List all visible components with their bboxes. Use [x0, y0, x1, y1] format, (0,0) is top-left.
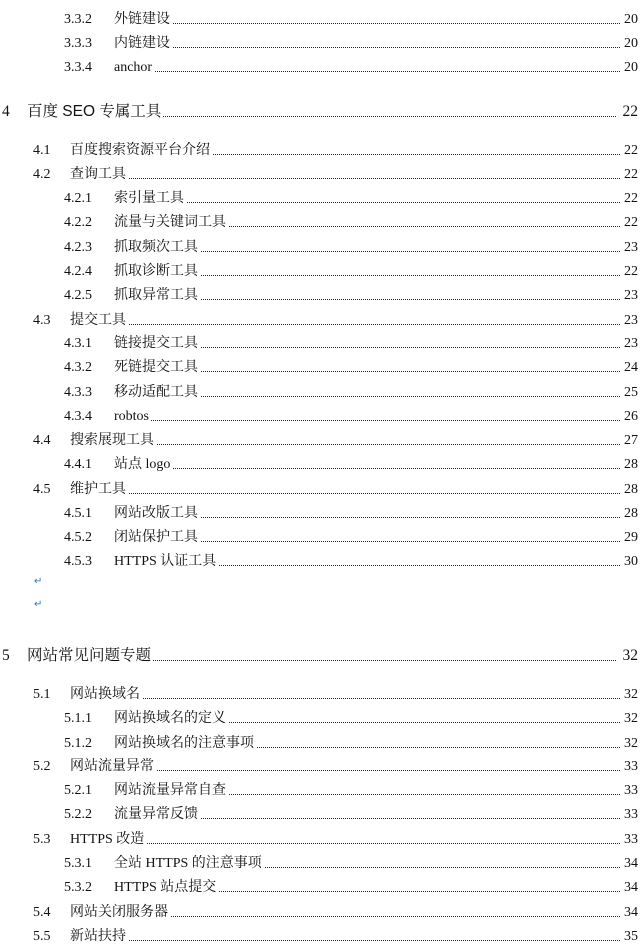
toc-page-number: 23: [624, 240, 638, 255]
toc-number: 4.2.1: [64, 191, 92, 206]
toc-page-number: 32: [624, 736, 638, 751]
toc-number: 4.4: [33, 433, 51, 448]
toc-number: 3.3.2: [64, 12, 92, 27]
toc-page-number: 23: [624, 313, 638, 328]
toc-title: HTTPS 认证工具: [114, 550, 218, 570]
toc-page-number: 34: [624, 880, 638, 895]
toc-page-number: 30: [624, 554, 638, 569]
toc-number: 5.3.2: [64, 880, 92, 895]
toc-title: HTTPS 站点提交: [114, 876, 218, 896]
toc-number: 4.1: [33, 143, 51, 158]
toc-number: 5.2: [33, 759, 51, 774]
toc-title: 全站 HTTPS 的注意事项: [114, 852, 264, 872]
toc-page-number: 33: [624, 759, 638, 774]
toc-entry[interactable]: [0, 381, 640, 401]
leader-dots: [114, 202, 620, 203]
toc-page-number: 29: [624, 530, 638, 545]
leader-dots: [114, 468, 620, 469]
toc-page-number: 22: [622, 103, 638, 120]
toc-page-number: 20: [624, 36, 638, 51]
toc-entry[interactable]: [0, 502, 640, 522]
toc-title: 网站换域名: [70, 683, 142, 703]
toc-title: 提交工具: [70, 309, 128, 329]
toc-page-number: 26: [624, 409, 638, 424]
toc-number: 4.3: [33, 313, 51, 328]
toc-title: 抓取异常工具: [114, 284, 200, 304]
toc-page-number: 28: [624, 506, 638, 521]
toc-entry[interactable]: [0, 187, 640, 207]
paragraph-mark-icon: ↵: [34, 576, 43, 587]
toc-number: 4.5.2: [64, 530, 92, 545]
toc-entry[interactable]: [0, 478, 640, 498]
toc-number: 4.3.3: [64, 385, 92, 400]
toc-entry[interactable]: [0, 550, 640, 570]
toc-entry[interactable]: [0, 405, 640, 425]
leader-dots: [70, 493, 620, 494]
toc-entry[interactable]: [0, 163, 640, 183]
toc-entry[interactable]: [0, 429, 640, 449]
paragraph-mark-icon: ↵: [34, 599, 43, 610]
toc-number: 5.2.2: [64, 807, 92, 822]
toc-page-number: 22: [624, 191, 638, 206]
toc-number: 4.2.2: [64, 215, 92, 230]
toc-number: 5.1.1: [64, 711, 92, 726]
toc-title: 网站常见问题专题: [27, 643, 153, 665]
toc-title: 索引量工具: [114, 187, 186, 207]
toc-number: 5.1.2: [64, 736, 92, 751]
toc-entry[interactable]: [0, 236, 640, 256]
toc-number: 4.3.2: [64, 360, 92, 375]
toc-page-number: 22: [624, 167, 638, 182]
toc-page-number: 32: [622, 647, 638, 664]
toc-number: 4.2.5: [64, 288, 92, 303]
toc-entry[interactable]: [0, 309, 640, 329]
toc-number: 4.4.1: [64, 457, 92, 472]
toc-page-number: 20: [624, 60, 638, 75]
toc-page-number: 27: [624, 433, 638, 448]
toc-page-number: 23: [624, 288, 638, 303]
toc-page-number: 28: [624, 482, 638, 497]
toc-title: 流量与关键词工具: [114, 211, 228, 231]
toc-title: 网站换域名的注意事项: [114, 732, 256, 752]
toc-entry[interactable]: [0, 56, 640, 76]
toc-title: 外链建设: [114, 8, 172, 28]
toc-page-number: 22: [624, 143, 638, 158]
toc-page-number: 28: [624, 457, 638, 472]
toc-title: 网站流量异常自查: [114, 779, 228, 799]
toc-entry[interactable]: [0, 683, 640, 703]
toc-entry[interactable]: [0, 356, 640, 376]
toc-number: 4.5.1: [64, 506, 92, 521]
toc-page-number: 22: [624, 215, 638, 230]
toc-number: 5.1: [33, 687, 51, 702]
toc-page-number: 22: [624, 264, 638, 279]
toc-number: 5.5: [33, 929, 51, 944]
toc-page-number: 32: [624, 711, 638, 726]
toc-entry[interactable]: [0, 925, 640, 945]
leader-dots: [70, 843, 620, 844]
toc-number: 5.3.1: [64, 856, 92, 871]
toc-title: 抓取频次工具: [114, 236, 200, 256]
toc-title: 链接提交工具: [114, 332, 200, 352]
toc-title: 死链提交工具: [114, 356, 200, 376]
toc-title: 闭站保护工具: [114, 526, 200, 546]
toc-entry[interactable]: [0, 211, 640, 231]
toc-title: 网站改版工具: [114, 502, 200, 522]
toc-title: 新站扶持: [70, 925, 128, 945]
toc-title: 网站换域名的定义: [114, 707, 228, 727]
toc-number: 4.2.4: [64, 264, 92, 279]
toc-title: 搜索展现工具: [70, 429, 156, 449]
toc-entry[interactable]: [0, 101, 640, 121]
toc-title: robtos: [114, 409, 149, 424]
toc-number: 4.5.3: [64, 554, 92, 569]
toc-title: 百度 SEO 专属工具: [27, 99, 163, 121]
leader-dots: [114, 420, 620, 421]
toc-entry[interactable]: [0, 755, 640, 775]
leader-dots: [70, 324, 620, 325]
toc-entry[interactable]: [0, 645, 640, 665]
toc-title: anchor: [114, 60, 153, 75]
toc-title: 内链建设: [114, 32, 172, 52]
toc-page-number: 32: [624, 687, 638, 702]
toc-number: 5.4: [33, 905, 51, 920]
toc-page-number: 25: [624, 385, 638, 400]
toc-number: 4.5: [33, 482, 51, 497]
toc-entry[interactable]: [0, 901, 640, 921]
toc-entry[interactable]: [0, 139, 640, 159]
toc-title: 移动适配工具: [114, 381, 200, 401]
toc-entry[interactable]: [0, 332, 640, 352]
toc-entry[interactable]: [0, 32, 640, 52]
toc-page-number: 34: [624, 856, 638, 871]
toc-entry[interactable]: [0, 707, 640, 727]
toc-page-number: 33: [624, 832, 638, 847]
leader-dots: [70, 178, 620, 179]
toc-title: 站点 logo: [114, 453, 172, 473]
toc-number: 5.2.1: [64, 783, 92, 798]
toc-title: 查询工具: [70, 163, 128, 183]
toc-number: 3.3.3: [64, 36, 92, 51]
toc-page-number: 20: [624, 12, 638, 27]
toc-entry[interactable]: [0, 8, 640, 28]
toc-title: 网站关闭服务器: [70, 901, 170, 921]
toc-page-number: 34: [624, 905, 638, 920]
toc-title: HTTPS 改造: [70, 828, 146, 848]
toc-page-number: 33: [624, 783, 638, 798]
toc-number: 4.3.4: [64, 409, 92, 424]
toc-entry[interactable]: [0, 260, 640, 280]
toc-title: 百度搜索资源平台介绍: [70, 139, 212, 159]
toc-entry[interactable]: [0, 453, 640, 473]
toc-entry[interactable]: [0, 284, 640, 304]
toc-page-number: 23: [624, 336, 638, 351]
toc-entry[interactable]: [0, 732, 640, 752]
leader-dots: [70, 940, 620, 941]
toc-title: 网站流量异常: [70, 755, 156, 775]
toc-entry[interactable]: [0, 876, 640, 896]
toc-entry[interactable]: [0, 526, 640, 546]
toc-title: 维护工具: [70, 478, 128, 498]
toc-number: 5: [2, 647, 10, 664]
leader-dots: [114, 23, 620, 24]
toc-number: 4: [2, 103, 10, 120]
leader-dots: [114, 47, 620, 48]
toc-page-number: 35: [624, 929, 638, 944]
toc-number: 3.3.4: [64, 60, 92, 75]
toc-number: 4.2.3: [64, 240, 92, 255]
toc-entry[interactable]: [0, 828, 640, 848]
toc-page-number: 24: [624, 360, 638, 375]
toc-entry[interactable]: [0, 779, 640, 799]
leader-dots: [114, 71, 620, 72]
toc-number: 4.2: [33, 167, 51, 182]
toc-number: 4.3.1: [64, 336, 92, 351]
leader-dots: [70, 698, 620, 699]
toc-title: 流量异常反馈: [114, 803, 200, 823]
toc-title: 抓取诊断工具: [114, 260, 200, 280]
toc-entry[interactable]: [0, 852, 640, 872]
toc-page-number: 33: [624, 807, 638, 822]
toc-entry[interactable]: [0, 803, 640, 823]
toc-number: 5.3: [33, 832, 51, 847]
